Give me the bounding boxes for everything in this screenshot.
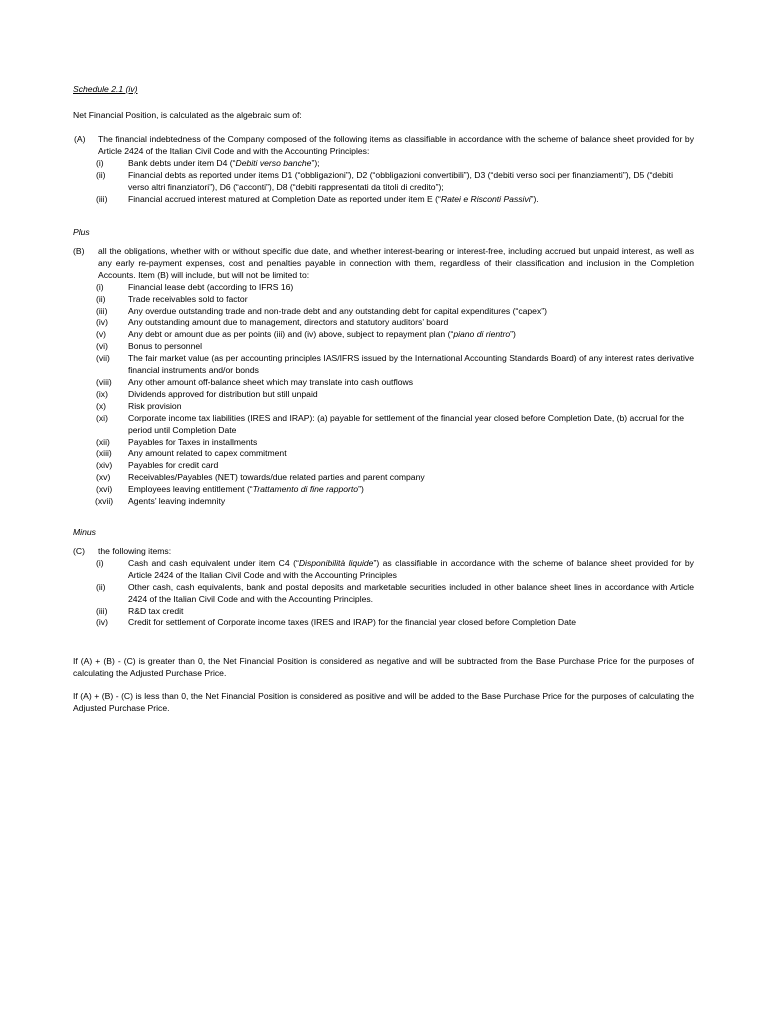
item-number: (v) — [96, 329, 107, 340]
section-a-items — [73, 158, 694, 206]
item-number: (xv) — [96, 472, 111, 483]
list-item — [96, 294, 694, 306]
list-item — [96, 582, 694, 606]
item-number: (vii) — [96, 353, 110, 364]
section-b-letter: (B) — [73, 246, 85, 256]
item-text: Dividends approved for distribution but still unpaid — [128, 388, 318, 399]
minus-label: Minus — [73, 527, 96, 537]
item-text: Any overdue outstanding trade and non-trade debt and any outstanding debt for capital expenditures (“capex”) — [128, 305, 547, 316]
item-text: Receivables/Payables (NET) towards/due related parties and parent company — [128, 472, 425, 483]
item-number: (iii) — [96, 305, 108, 316]
item-number: (i) — [96, 557, 104, 568]
item-text: Payables for credit card — [128, 460, 219, 471]
item-text: Trade receivables sold to factor — [128, 293, 248, 304]
item-number: (ii) — [96, 293, 106, 304]
item-text: The fair market value (as per accounting principles IAS/IFRS issued by the International Accounting Standards Board) of any interest rates derivative financial instruments and/or bonds — [128, 353, 694, 376]
section-a-text: The financial indebtedness of the Company composed of the following items as classifiable in accordance with the scheme of balance sheet provided for by Article 2424 of the Italian Civil Code and with the Accounting Principles: — [98, 134, 694, 156]
item-text: Financial debts as reported under items D1 (“obbligazioni”), D2 (“obbligazioni convertibili”), D3 (“debiti verso soci per finanziamenti”), D5 (“debiti verso altri finanziatori”), D6 (“acconti”), D8 (“debiti rappresentati da titoli di credito”); — [128, 169, 673, 192]
list-item — [96, 389, 694, 401]
list-item — [96, 606, 694, 618]
section-c — [73, 546, 694, 629]
intro-text: Net Financial Position, is calculated as the algebraic sum of: — [73, 110, 302, 120]
item-number: (ix) — [96, 388, 108, 399]
list-item — [96, 170, 694, 194]
item-number: (xiii) — [96, 448, 112, 459]
item-text: Any amount related to capex commitment — [128, 448, 287, 459]
list-item — [96, 496, 694, 508]
section-c-text: the following items: — [98, 546, 172, 556]
list-item — [96, 341, 694, 353]
list-item: (i) Cash and cash equivalent under item C4 (“Disponibilità liquide”) as classifiable in accordance with the scheme of balance sheet provided for by Article 2424 of the Italian Civil Code and with the Accounting Principles — [96, 557, 694, 580]
list-item: (i) Bank debts under item D4 (“Debiti verso banche”); — [96, 157, 320, 168]
item-text: R&D tax credit — [128, 605, 184, 616]
item-text: Bonus to personnel — [128, 341, 203, 352]
list-item — [96, 317, 694, 329]
list-item — [96, 353, 694, 377]
item-number: (vi) — [96, 341, 108, 352]
item-number: (viii) — [96, 376, 112, 387]
list-item: (v) Any debt or amount due as per points (iii) and (iv) above, subject to repayment plan (“piano di rientro”) — [96, 329, 516, 340]
item-number: (iii) — [96, 605, 108, 616]
item-number: (iv) — [96, 617, 108, 628]
item-number: (i) — [96, 157, 104, 168]
item-number: (xvi) — [96, 484, 113, 495]
section-a-letter: (A) — [74, 134, 86, 144]
list-item: (iii) Financial accrued interest matured at Completion Date as reported under item E (“Ratei e Risconti Passivi”). — [96, 193, 539, 204]
list-item: (xvi) Employees leaving entitlement (“Trattamento di fine rapporto”) — [96, 484, 364, 495]
paragraph-greater-than-zero: If (A) + (B) - (C) is greater than 0, the Net Financial Position is considered as negative and will be subtracted from the Base Purchase Price for the purposes of calculating the Adjusted Purchase Price. — [73, 656, 694, 678]
item-number: (ii) — [96, 581, 106, 592]
list-item — [96, 413, 694, 437]
list-item — [96, 401, 694, 413]
paragraph-less-than-zero: If (A) + (B) - (C) is less than 0, the Net Financial Position is considered as positive and will be added to the Base Purchase Price for the purposes of calculating the Adjusted Purchase Price. — [73, 691, 694, 713]
list-item — [96, 448, 694, 460]
item-number: (ii) — [96, 169, 106, 180]
list-item — [96, 306, 694, 318]
list-item — [96, 377, 694, 389]
item-text: Other cash, cash equivalents, bank and postal deposits and marketable securities included in other balance sheet lines in accordance with Article 2424 of the Italian Civil Code and with the Accounting Principles. — [128, 581, 694, 604]
item-text: Financial lease debt (according to IFRS 16) — [128, 281, 294, 292]
section-a — [73, 134, 694, 205]
item-text: Corporate income tax liabilities (IRES and IRAP): (a) payable for settlement of the financial year closed before Completion Date, (b) accrual for the period until Completion Date — [128, 412, 684, 435]
item-text: Any outstanding amount due to management, directors and statutory auditors’ board — [128, 317, 449, 328]
section-c-letter: (C) — [73, 546, 85, 556]
list-item — [96, 437, 694, 449]
item-number: (i) — [96, 281, 104, 292]
plus-label: Plus — [73, 227, 90, 237]
section-c-items — [73, 558, 694, 629]
item-number: (xi) — [96, 412, 108, 423]
list-item — [96, 617, 694, 629]
section-b-text: all the obligations, whether with or without specific due date, and whether interest-bearing or interest-free, including accrued but unpaid interest, as well as any early re-payment expenses, cost and penalties payable in connection with them, regardless of their classification and inclusion in the Completion Accounts. Item (B) will include, but will not be limited to: — [98, 246, 694, 280]
item-text: Any other amount off-balance sheet which may translate into cash outflows — [128, 376, 414, 387]
list-item — [96, 282, 694, 294]
item-text: Credit for settlement of Corporate income taxes (IRES and IRAP) for the financial year closed before Completion Date — [128, 617, 577, 628]
section-b-items — [73, 282, 694, 508]
item-number: (xvii) — [95, 496, 114, 507]
item-text: Risk provision — [128, 400, 182, 411]
section-b — [73, 246, 694, 508]
list-item — [96, 472, 694, 484]
item-text: Payables for Taxes in installments — [128, 436, 258, 447]
list-item — [96, 460, 694, 472]
item-number: (iv) — [96, 317, 108, 328]
item-number: (xii) — [96, 436, 110, 447]
item-text: Agents’ leaving indemnity — [128, 496, 226, 507]
item-number: (iii) — [96, 193, 108, 204]
item-number: (x) — [96, 400, 107, 411]
schedule-title: Schedule 2.1 (iv) — [73, 84, 138, 94]
item-number: (xiv) — [96, 460, 113, 471]
